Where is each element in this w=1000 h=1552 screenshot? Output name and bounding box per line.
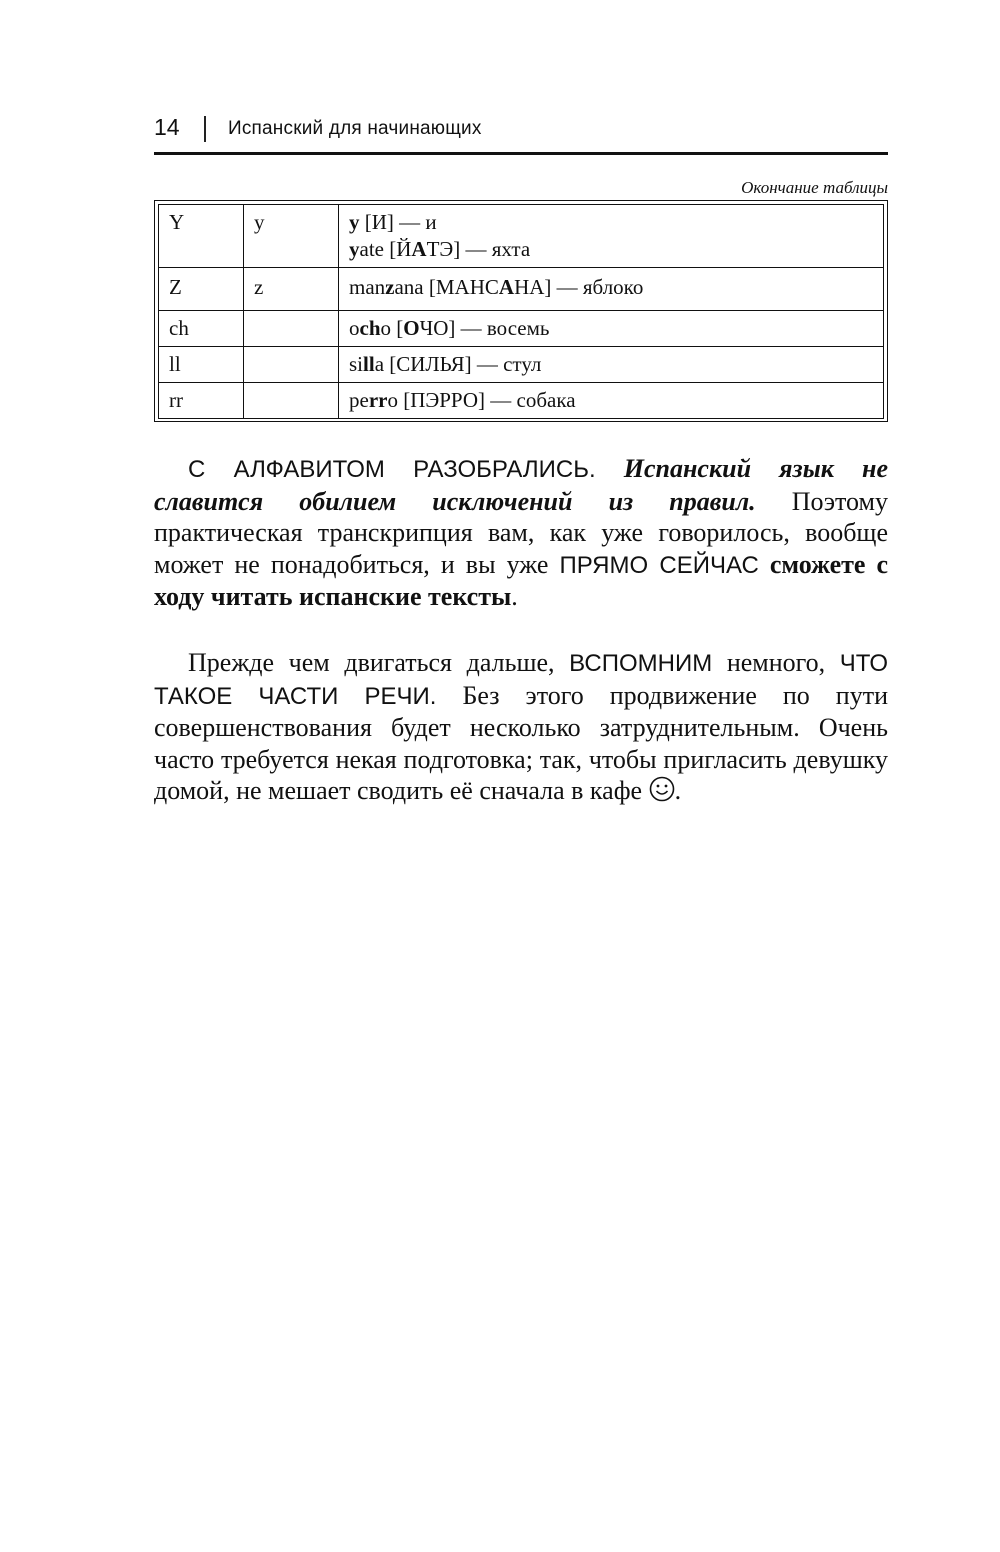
- example-cell: [339, 383, 884, 419]
- paragraph-alphabet-summary: [154, 453, 888, 613]
- bold-italic-phrase: Испанский язык не славится обилием исключений из правил.: [154, 454, 889, 516]
- caps-phrase: С АЛФАВИТОМ РАЗОБРАЛИСЬ.: [188, 456, 596, 483]
- header-separator: [204, 116, 206, 142]
- upper-letter-cell: ll: [159, 347, 244, 383]
- body-text: Поэтому практическая транскрипция вам, как уже говорилось, вообще может не понадобиться, и вы уже: [154, 486, 889, 579]
- example-cell: [339, 268, 884, 311]
- example-bold: ch: [359, 316, 381, 340]
- example-bold: rr: [368, 388, 388, 412]
- caps-phrase: ВСПОМНИМ: [569, 650, 713, 677]
- example-text: ТЭ] — яхта: [426, 237, 531, 261]
- upper-letter-cell: Y: [159, 205, 244, 268]
- example-text: pe: [349, 388, 369, 412]
- upper-letter-cell: rr: [159, 383, 244, 419]
- body-text: Прежде чем двигаться дальше,: [188, 648, 555, 677]
- example-bold: ll: [363, 352, 375, 376]
- page-number: 14: [154, 114, 180, 140]
- example-text: НА] — яблоко: [514, 275, 644, 299]
- example-cell: [339, 205, 884, 268]
- example-text: o [ПЭРРО] — собака: [387, 388, 576, 412]
- lower-letter-cell: [244, 383, 339, 419]
- alphabet-table: [154, 200, 888, 422]
- paragraph-parts-of-speech: [154, 647, 888, 807]
- example-bold: y: [349, 210, 360, 234]
- lower-letter-cell: z: [244, 268, 339, 311]
- body-text: .: [674, 776, 682, 805]
- lower-letter-cell: [244, 347, 339, 383]
- example-bold: А: [411, 237, 427, 261]
- example-text: a [СИЛЬЯ] — стул: [374, 352, 542, 376]
- lower-letter-cell: [244, 311, 339, 347]
- example-bold: y: [349, 237, 360, 261]
- example-bold: О: [403, 316, 420, 340]
- page-header: [154, 114, 888, 158]
- table-row: [159, 383, 884, 419]
- table-row: [159, 347, 884, 383]
- example-cell: [339, 311, 884, 347]
- smiley-icon: [649, 776, 675, 802]
- upper-letter-cell: Z: [159, 268, 244, 311]
- example-text: o: [349, 316, 360, 340]
- running-title: Испанский для начинающих: [228, 118, 482, 139]
- header-rule: [154, 152, 888, 155]
- example-text: [И] — и: [359, 210, 437, 234]
- bold-phrase: сможете с ходу читать испанские тексты: [154, 549, 889, 611]
- example-bold: А: [498, 275, 515, 299]
- caps-phrase: ПРЯМО СЕЙЧАС: [559, 551, 759, 579]
- table-row: [159, 205, 884, 268]
- example-text: man: [349, 275, 386, 299]
- example-bold: z: [385, 275, 395, 299]
- table-caption: Окончание таблицы: [741, 178, 888, 197]
- caps-phrase: ЧТО ТАКОЕ ЧАСТИ РЕЧИ.: [154, 650, 889, 710]
- table-row: [159, 268, 884, 311]
- example-text: ЧО] — восемь: [419, 316, 550, 340]
- example-text: ana [МАНС: [394, 275, 499, 299]
- example-cell: [339, 347, 884, 383]
- example-text: ate [Й: [359, 237, 412, 261]
- lower-letter-cell: y: [244, 205, 339, 268]
- example-text: si: [349, 352, 364, 376]
- table-row: [159, 311, 884, 347]
- body-text: Без этого продвижение по пути совершенствования будет несколько затруднительным. Очень часто требуется некая подготовка; так, чтобы пригласить девушку домой, не мешает сводить её сначала в кафе: [154, 680, 888, 805]
- upper-letter-cell: ch: [159, 311, 244, 347]
- example-text: o [: [380, 316, 404, 340]
- body-text: .: [511, 582, 518, 611]
- body-text: немного,: [726, 648, 826, 677]
